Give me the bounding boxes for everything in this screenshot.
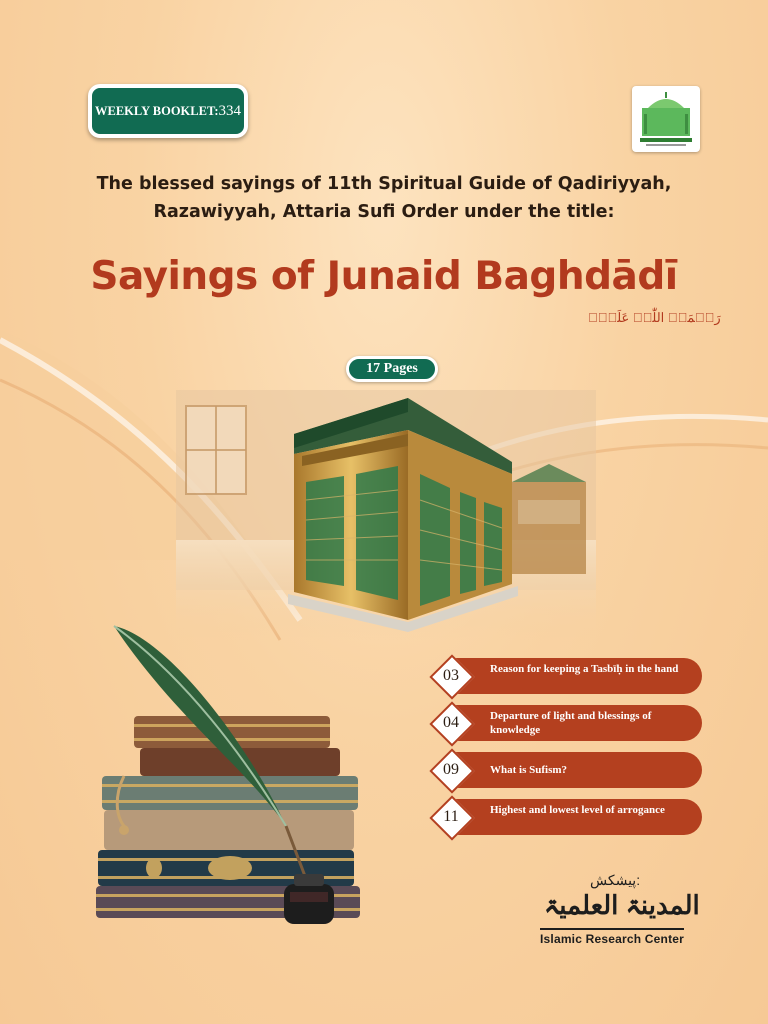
- topic-title: Highest and lowest level of arrogance: [490, 804, 665, 816]
- shrine-image: [176, 390, 596, 640]
- topics-list: [430, 658, 702, 846]
- badge-number: 334: [218, 102, 242, 119]
- publisher-block: [524, 872, 704, 952]
- subtitle-line-2: Razawiyyah, Attaria Sufi Order under the title:: [153, 202, 615, 222]
- topic-number-diamond: [432, 798, 470, 836]
- topic-page-number: 04: [443, 714, 459, 731]
- topic-page-number: 09: [443, 761, 459, 778]
- topic-title: Departure of light and blessings of knowledge: [490, 710, 652, 736]
- topic-item[interactable]: [430, 705, 702, 741]
- topic-item[interactable]: [430, 658, 702, 694]
- books-quill-image: [94, 616, 366, 942]
- booklet-title: Sayings of Junaid Baghdādī: [90, 254, 678, 299]
- topic-item[interactable]: [430, 752, 702, 788]
- publisher-english-name: Islamic Research Center: [540, 928, 684, 946]
- publisher-logo: [632, 86, 700, 152]
- topic-page-number: 11: [443, 808, 459, 825]
- topic-item[interactable]: [430, 799, 702, 835]
- publisher-arabic-name: المدینۃ العلمیۃ: [544, 890, 700, 920]
- subtitle-line-1: The blessed sayings of 11th Spiritual Guide of Qadiriyyah,: [96, 174, 672, 194]
- topic-title: Reason for keeping a Tasbīḥ in the hand: [490, 663, 679, 675]
- page-count-badge: 17 Pages: [346, 356, 438, 382]
- weekly-booklet-badge: [88, 84, 248, 138]
- topic-title: What is Sufism?: [490, 764, 568, 776]
- honorific-text: رَحۡمَۃُ اللّٰہِ عَلَیۡہ: [588, 310, 721, 325]
- badge-label: WEEKLY BOOKLET:: [94, 103, 219, 118]
- dome-logo-icon: [632, 86, 700, 152]
- subtitle: [40, 170, 728, 226]
- topic-number-diamond: [432, 704, 470, 742]
- topic-number-diamond: [432, 657, 470, 695]
- topic-number-diamond: [432, 751, 470, 789]
- topic-page-number: 03: [443, 667, 459, 684]
- presented-by-text: پیشکش:: [590, 872, 641, 888]
